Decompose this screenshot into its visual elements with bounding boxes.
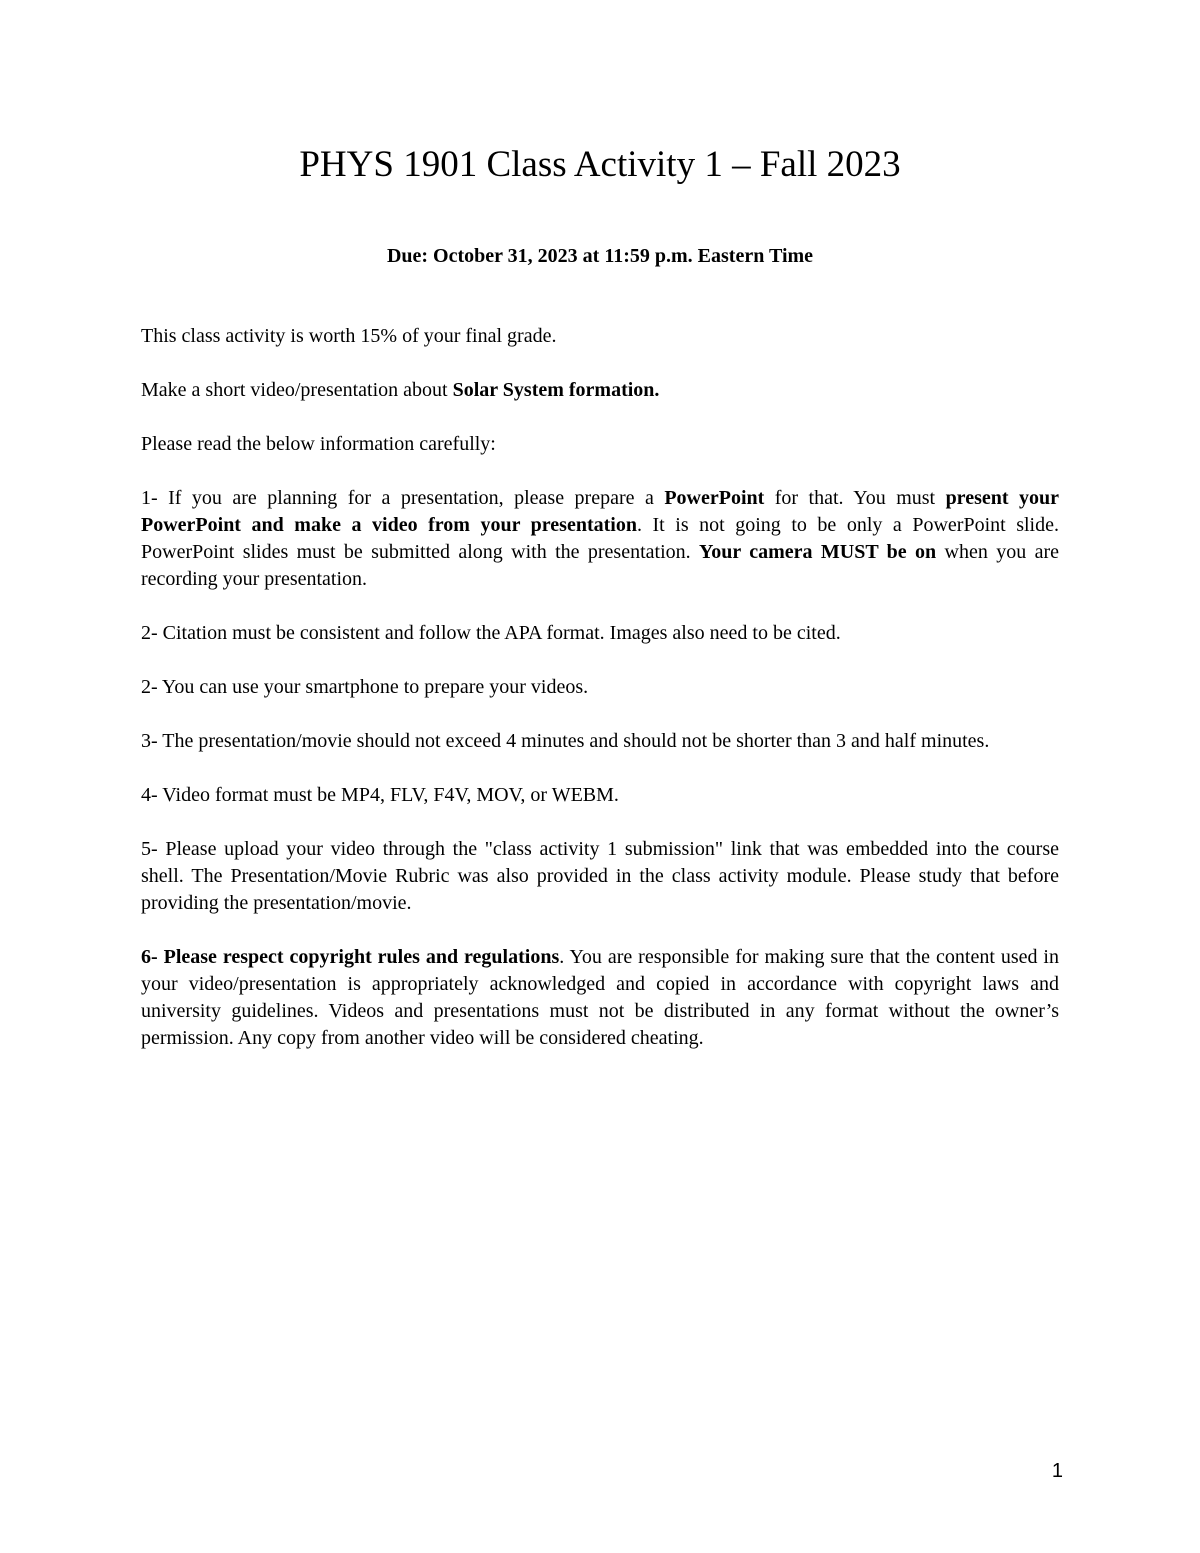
item-4-paragraph: 4- Video format must be MP4, FLV, F4V, MOV, or WEBM. bbox=[141, 784, 619, 806]
item-1-text-4: when you are recording your presentation. bbox=[141, 541, 1060, 590]
item-6-paragraph bbox=[141, 944, 1059, 1052]
item-1-bold-2: present your PowerPoint and make a video from your presentation bbox=[141, 487, 1059, 536]
page-number: 1 bbox=[1051, 1460, 1063, 1482]
item-1-text-2: for that. You must bbox=[764, 487, 946, 509]
read-carefully-paragraph: Please read the below information carefully: bbox=[141, 433, 496, 455]
due-date-line: Due: October 31, 2023 at 11:59 p.m. Eastern Time bbox=[386, 245, 814, 267]
item-3-paragraph: 3- The presentation/movie should not exceed 4 minutes and should not be shorter than 3 and half minutes. bbox=[141, 730, 990, 752]
item-2-citation-paragraph: 2- Citation must be consistent and follow the APA format. Images also need to be cited. bbox=[141, 622, 841, 644]
document-title: PHYS 1901 Class Activity 1 – Fall 2023 bbox=[299, 144, 901, 185]
item-6-bold: 6- Please respect copyright rules and regulations bbox=[141, 946, 560, 968]
item-1-bold-1: PowerPoint bbox=[664, 487, 765, 509]
item-1-text-3: . It is not going to be only a PowerPoint slide. PowerPoint slides must be submitted along with the presentation. bbox=[141, 514, 1059, 563]
document-body bbox=[141, 323, 1059, 1079]
item-1-text-1: 1- If you are planning for a presentation, please prepare a bbox=[141, 487, 665, 509]
item-1-bold-3: Your camera MUST be on bbox=[699, 541, 937, 563]
topic-bold-text: Solar System formation. bbox=[452, 379, 660, 401]
make-video-text: Make a short video/presentation about bbox=[141, 379, 453, 401]
item-5-paragraph: 5- Please upload your video through the "class activity 1 submission" link that was embedded into the course shell. The Presentation/Movie Rubric was also provided in the class activity module. Please study that before providing the presentation/movie. bbox=[141, 838, 1059, 914]
item-6-text: . You are responsible for making sure that the content used in your video/presentation is appropriately acknowledged and copied in accordance with copyright laws and university guidelines. Videos and presentations must not be distributed in any format without the owner’s permission. Any copy from another video will be considered cheating. bbox=[141, 946, 1059, 1049]
item-2-smartphone-paragraph: 2- You can use your smartphone to prepare your videos. bbox=[141, 676, 589, 698]
item-1-paragraph bbox=[141, 485, 1059, 593]
make-video-paragraph bbox=[141, 377, 1059, 404]
worth-paragraph: This class activity is worth 15% of your final grade. bbox=[141, 325, 557, 347]
